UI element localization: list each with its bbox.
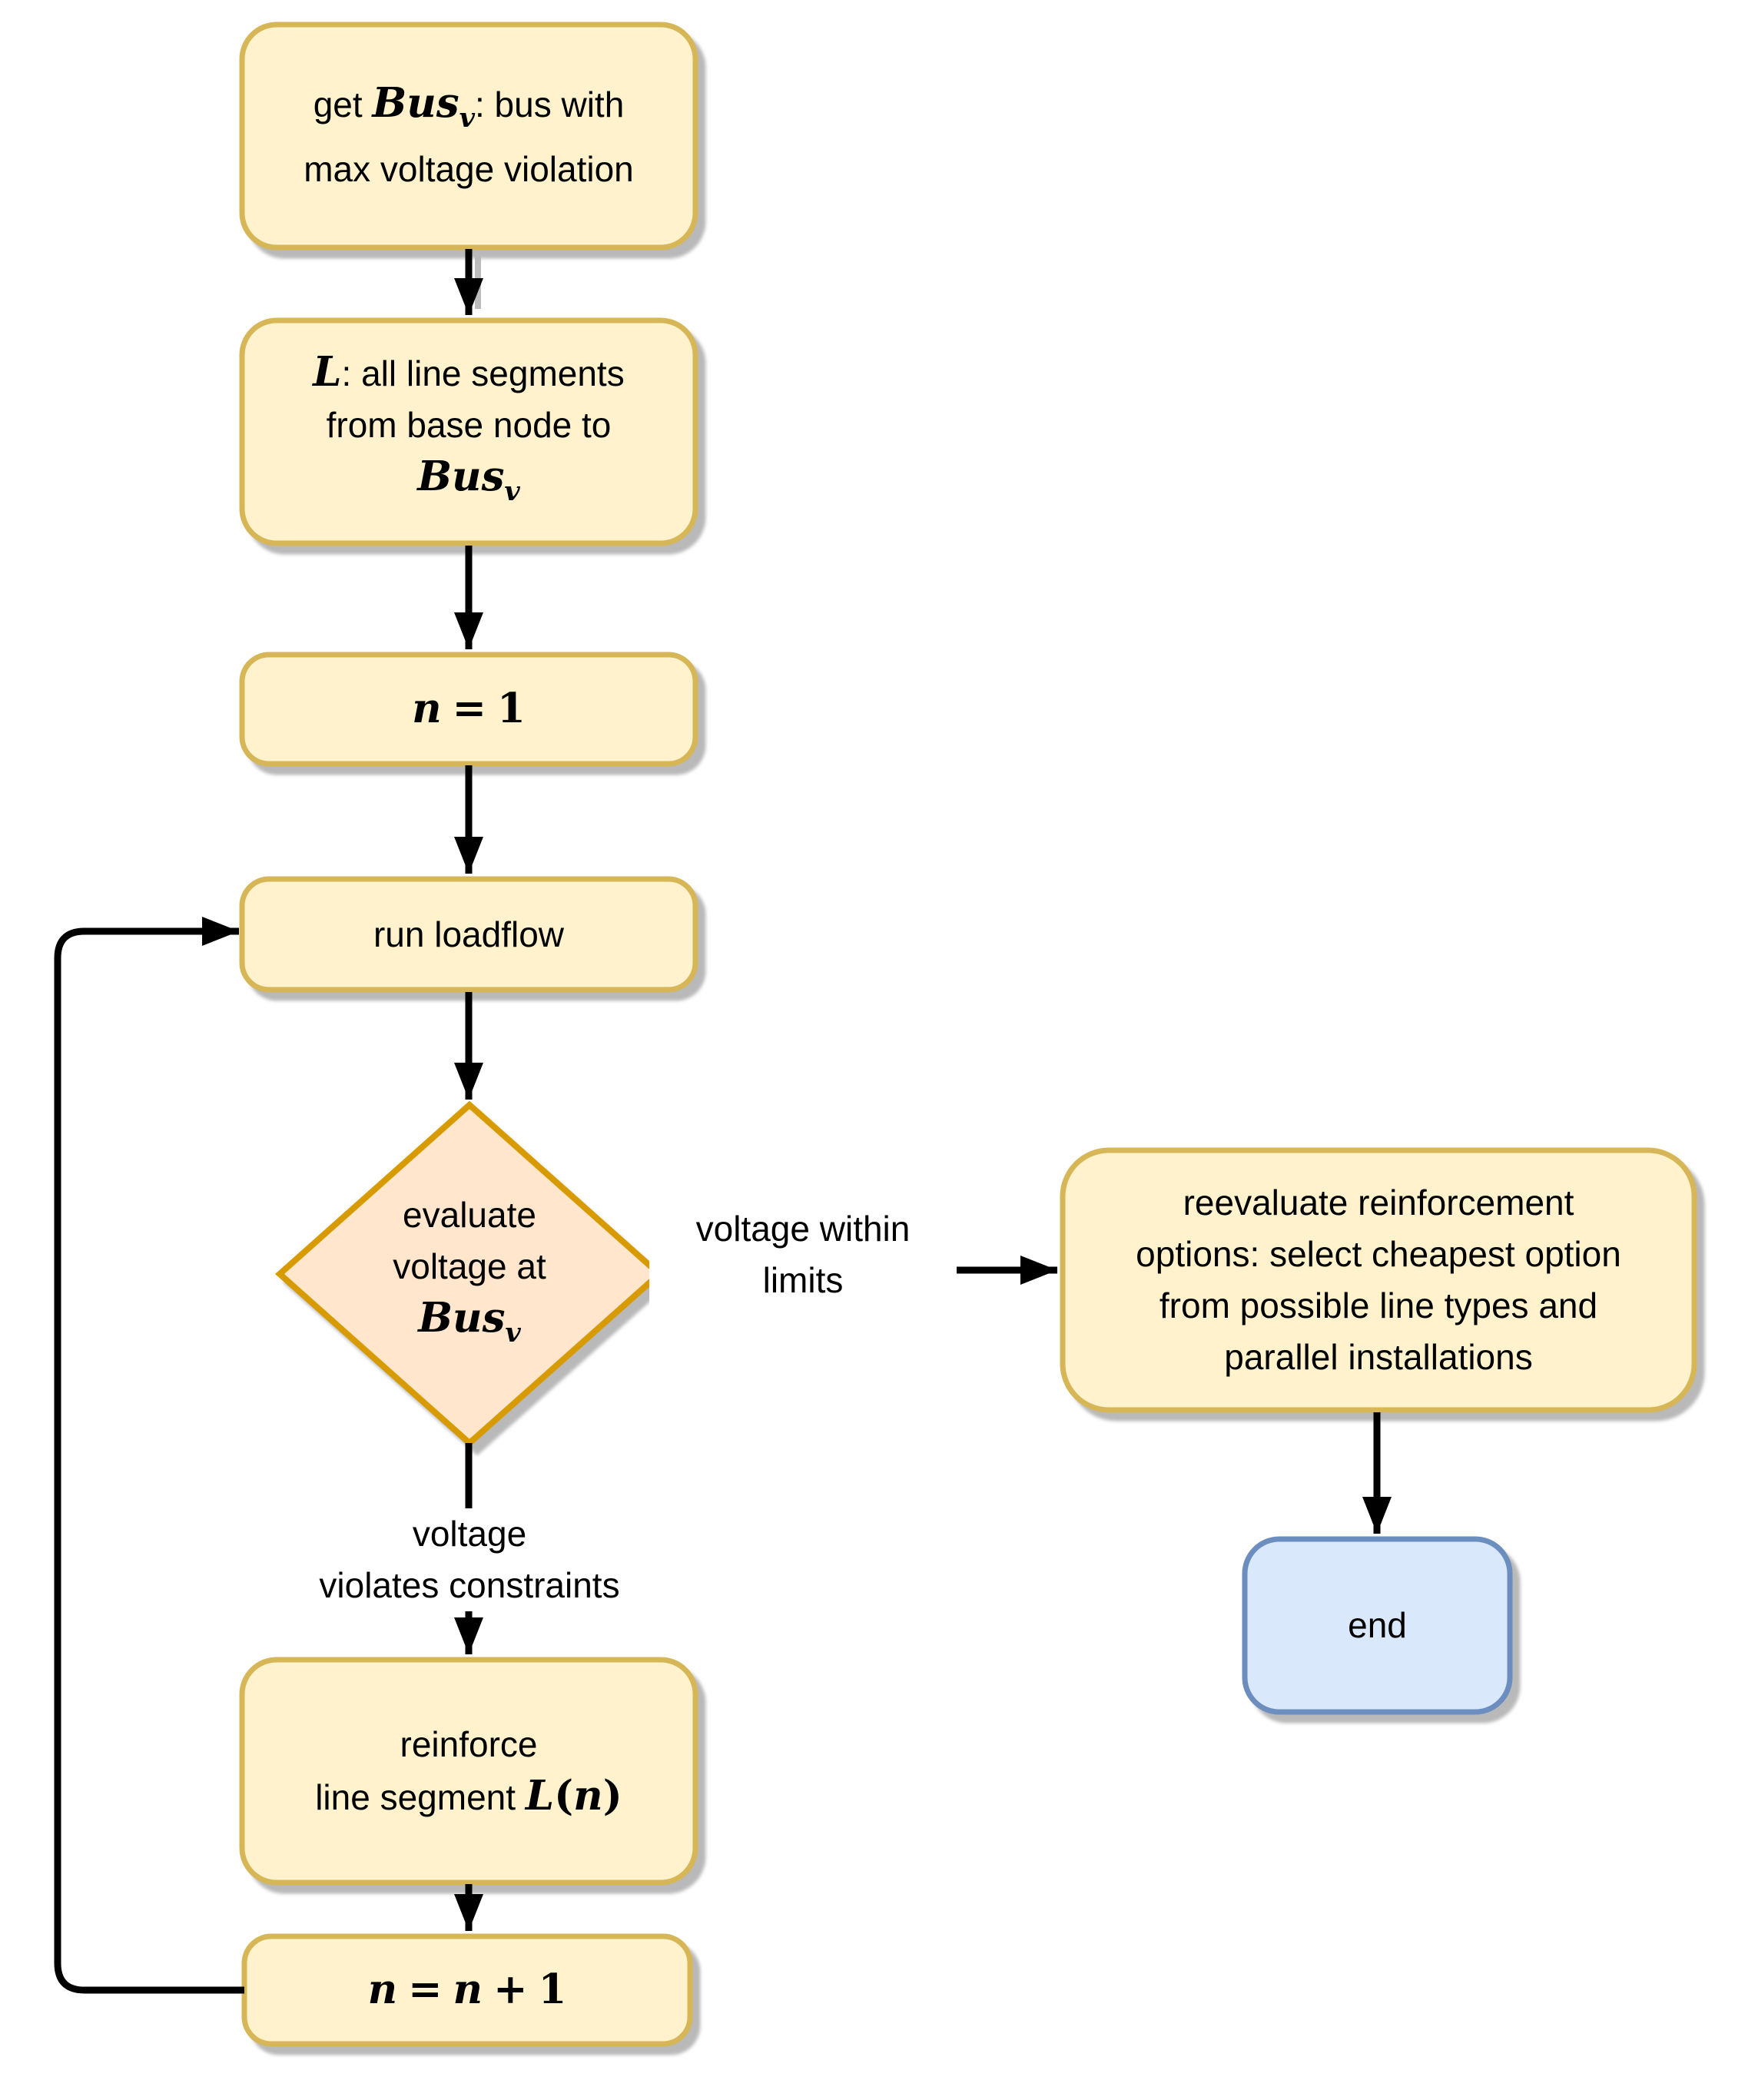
- node-run-loadflow-label: run loadflow: [373, 914, 565, 954]
- node-reinforce-segment: [242, 1660, 695, 1883]
- decision-evaluate-voltage: [316, 1169, 623, 1378]
- node-get-bus-line2: max voltage violation: [304, 148, 634, 189]
- node-n-init: [242, 655, 695, 764]
- decision-line2: voltage at: [393, 1246, 546, 1286]
- node-reevaluate-options: [1063, 1150, 1694, 1410]
- node-increment-n: [244, 1936, 690, 2044]
- node-reinforce-line2: line segment L(n): [315, 1772, 622, 1820]
- edge-label-voltage-within-limits: [649, 1203, 957, 1306]
- node-reevaluate-line4: parallel installations: [1224, 1337, 1533, 1377]
- edge-label-violates-line2: violates constraints: [319, 1565, 620, 1605]
- edge-label-within-line2: limits: [762, 1260, 844, 1300]
- node-reevaluate-line1: reevaluate reinforcement: [1183, 1183, 1574, 1223]
- decision-line3: Busv: [418, 1294, 521, 1349]
- node-get-bus: [242, 25, 695, 247]
- edge-label-violates-line1: voltage: [412, 1514, 527, 1554]
- node-line-segments: [242, 320, 695, 543]
- node-run-loadflow: [242, 879, 695, 990]
- decision-line1: evaluate: [403, 1195, 536, 1235]
- node-end: [1245, 1539, 1510, 1712]
- node-n-init-line1: n = 1: [412, 684, 526, 732]
- edge-label-within-line1: voltage within: [695, 1209, 911, 1249]
- node-increment-n-line1: n = n + 1: [367, 1965, 567, 2013]
- node-end-label: end: [1348, 1605, 1407, 1645]
- node-get-bus-line1: get Busv: bus with: [313, 78, 625, 134]
- node-line-segments-line3: Busv: [417, 453, 520, 507]
- node-line-segments-line2: from base node to: [326, 405, 612, 445]
- node-reevaluate-line3: from possible line types and: [1159, 1286, 1598, 1325]
- node-reinforce-line1: reinforce: [400, 1724, 538, 1764]
- node-reevaluate-line2: options: select cheapest option: [1136, 1234, 1621, 1274]
- edge-label-voltage-violates-constraints: [261, 1508, 678, 1611]
- node-line-segments-line1: L: all line segments: [313, 348, 625, 396]
